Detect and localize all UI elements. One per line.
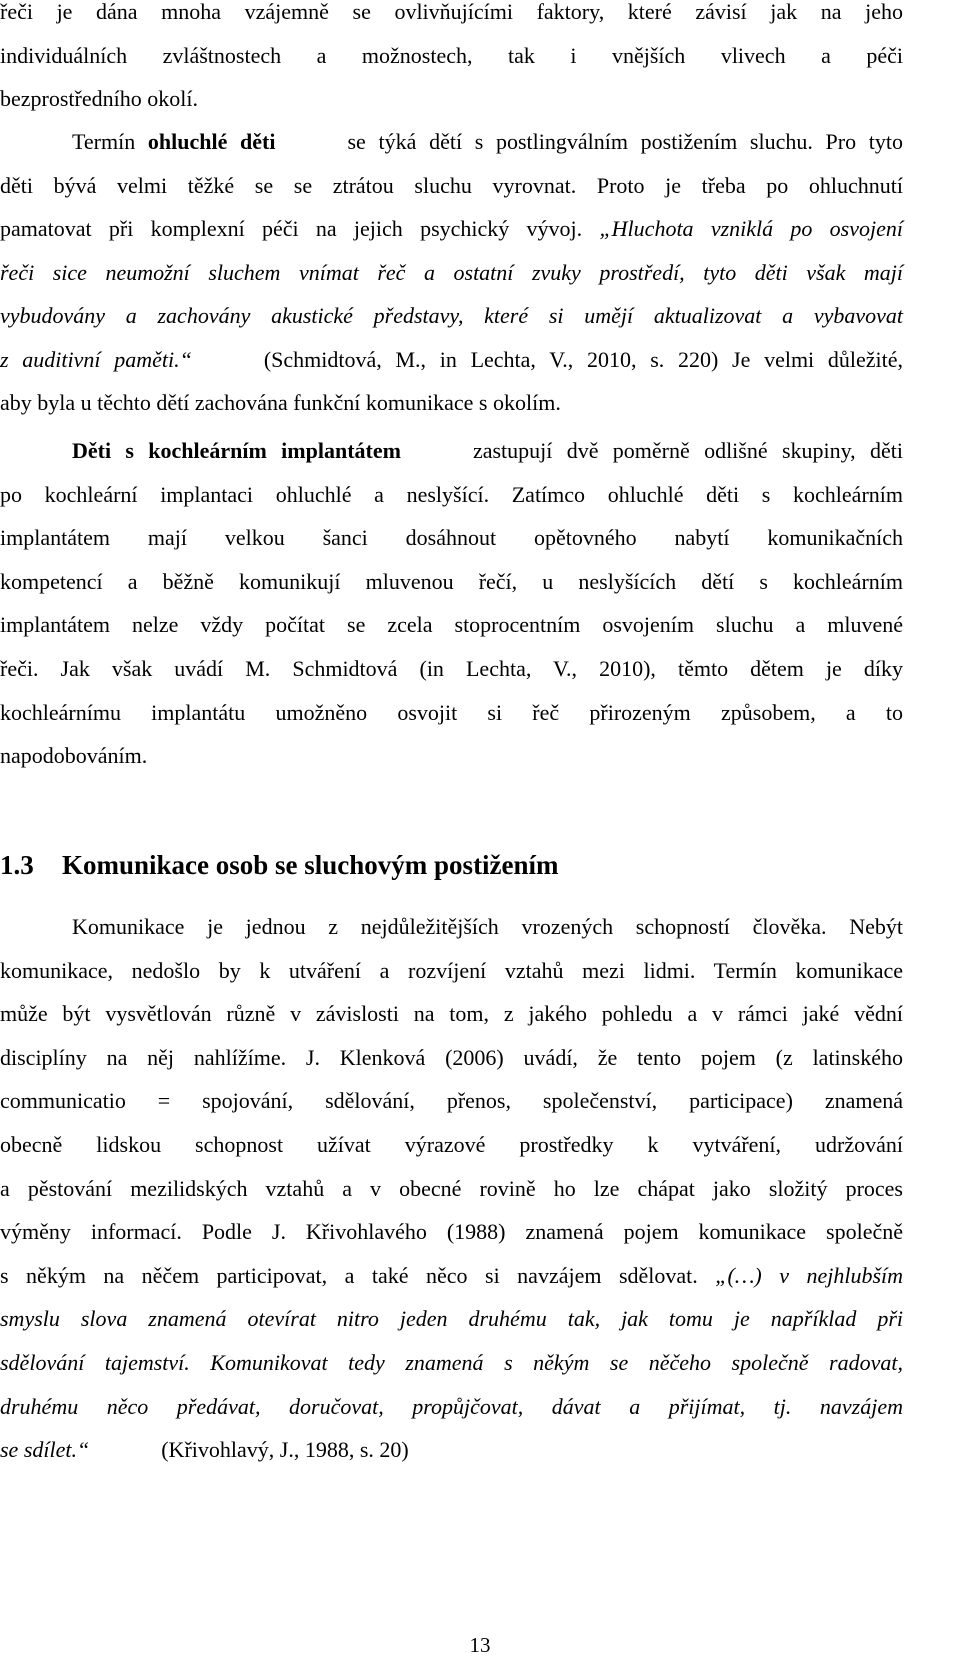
text-line bbox=[0, 84, 903, 114]
text-span: zastupují dvě poměrně odlišné skupiny, děti bbox=[472, 438, 903, 463]
text-span: s někým na něčem participovat, a také něco si navzájem sdělovat. bbox=[0, 1263, 716, 1288]
text-span: disciplíny na něj nahlížíme. J. Klenková (2006) uvádí, že tento pojem (z latinského bbox=[0, 1045, 903, 1070]
text-line bbox=[0, 1174, 903, 1204]
text-line bbox=[0, 214, 903, 244]
text-span: pamatovat při komplexní péči na jejich psychický vývoj. bbox=[0, 216, 600, 241]
text-line bbox=[0, 171, 903, 201]
page-number: 13 bbox=[469, 1633, 491, 1657]
text-span: kochleárnímu implantátu umožněno osvojit si řeč přirozeným způsobem, a to bbox=[0, 700, 903, 725]
text-line bbox=[0, 480, 903, 510]
text-span: po kochleární implantaci ohluchlé a neslyšící. Zatímco ohluchlé děti s kochleárním bbox=[0, 482, 903, 507]
text-span: implantátem nelze vždy počítat se zcela stoprocentním osvojením sluchu a mluvené bbox=[0, 612, 903, 637]
section-title: Komunikace osob se sluchovým postižením bbox=[62, 850, 559, 880]
text-line bbox=[0, 127, 903, 157]
text-line bbox=[0, 1304, 903, 1334]
text-span: bezprostředního okolí. bbox=[0, 86, 198, 111]
text-line bbox=[0, 1217, 903, 1247]
text-line bbox=[0, 1348, 903, 1378]
text-span: implantátem mají velkou šanci dosáhnout opětovného nabytí komunikačních bbox=[0, 525, 903, 550]
text-line bbox=[0, 1043, 903, 1073]
text-line bbox=[0, 999, 903, 1029]
text-line bbox=[0, 345, 903, 375]
text-span: se týká dětí s postlingválním postižením sluchu. Pro tyto bbox=[347, 129, 903, 154]
text-span: communicatio = spojování, sdělování, přenos, společenství, participace) znamená bbox=[0, 1088, 903, 1113]
text-line bbox=[0, 301, 903, 331]
text-span: výměny informací. Podle J. Křivohlavého (1988) znamená pojem komunikace společně bbox=[0, 1219, 903, 1244]
bold-term: ohluchlé děti bbox=[147, 129, 276, 154]
text-span: kompetencí a běžně komunikují mluvenou řečí, u neslyšících dětí s kochleárním bbox=[0, 569, 903, 594]
text-line bbox=[0, 388, 903, 418]
italic-quote: „Hluchota vzniklá po osvojení bbox=[599, 216, 903, 241]
text-span: řeči. Jak však uvádí M. Schmidtová (in Lechta, V., 2010), těmto dětem je díky bbox=[0, 656, 903, 681]
text-line bbox=[0, 567, 903, 597]
text-line bbox=[0, 610, 903, 640]
text-span: děti bývá velmi těžké se se ztrátou sluchu vyrovnat. Proto je třeba po ohluchnutí bbox=[0, 173, 903, 198]
italic-quote: sdělování tajemství. Komunikovat tedy znamená s někým se něčeho společně radovat, bbox=[0, 1350, 903, 1375]
text-span: obecně lidskou schopnost užívat výrazové prostředky k vytváření, udržování bbox=[0, 1132, 903, 1157]
text-span: komunikace, nedošlo by k utváření a rozvíjení vztahů mezi lidmi. Termín komunikace bbox=[0, 958, 903, 983]
text-line bbox=[0, 523, 903, 553]
text-line bbox=[0, 1392, 903, 1422]
text-span: Komunikace je jednou z nejdůležitějších vrozených schopností člověka. Nebýt bbox=[72, 914, 903, 939]
text-span: může být vysvětlován různě v závislosti na tom, z jakého pohledu a v rámci jaké vědní bbox=[0, 1001, 903, 1026]
text-line bbox=[0, 912, 903, 942]
text-line bbox=[0, 1086, 903, 1116]
text-span: napodobováním. bbox=[0, 743, 148, 768]
text-span: (Křivohlavý, J., 1988, s. 20) bbox=[161, 1437, 409, 1462]
text-span: (Schmidtová, M., in Lechta, V., 2010, s. 220) Je velmi důležité, bbox=[263, 347, 904, 372]
text-span: řeči je dána mnoha vzájemně se ovlivňujícími faktory, které závisí jak na jeho bbox=[0, 0, 903, 24]
text-line bbox=[0, 654, 903, 684]
bold-term: Děti s kochleárním implantátem bbox=[72, 438, 401, 463]
text-line bbox=[0, 956, 903, 986]
italic-quote: z auditivní paměti.“ bbox=[0, 347, 192, 372]
text-line bbox=[0, 436, 903, 466]
text-line bbox=[0, 1435, 903, 1465]
text-line bbox=[0, 41, 903, 71]
text-line bbox=[0, 698, 903, 728]
text-line bbox=[0, 0, 903, 27]
italic-quote: se sdílet.“ bbox=[0, 1437, 90, 1462]
text-line bbox=[0, 1130, 903, 1160]
text-span: a pěstování mezilidských vztahů a v obecné rovině ho lze chápat jako složitý proces bbox=[0, 1176, 903, 1201]
italic-quote: druhému něco předávat, doručovat, propůjčovat, dávat a přijímat, tj. navzájem bbox=[0, 1394, 903, 1419]
italic-quote: řeči sice neumožní sluchem vnímat řeč a ostatní zvuky prostředí, tyto děti však mají bbox=[0, 260, 903, 285]
italic-quote: „(…) v nejhlubším bbox=[715, 1263, 904, 1288]
text-line bbox=[0, 741, 903, 771]
text-span: individuálních zvláštnostech a možnostech, tak i vnějších vlivech a péči bbox=[0, 43, 903, 68]
italic-quote: smyslu slova znamená otevírat nitro jeden druhému tak, jak tomu je například při bbox=[0, 1306, 903, 1331]
text-span: aby byla u těchto dětí zachována funkční komunikace s okolím. bbox=[0, 390, 561, 415]
section-number: 1.3 bbox=[0, 850, 34, 880]
section-heading bbox=[0, 848, 903, 882]
text-line bbox=[0, 258, 903, 288]
italic-quote: vybudovány a zachovány akustické představy, které si umějí aktualizovat a vybavovat bbox=[0, 303, 903, 328]
text-span: Termín bbox=[72, 129, 148, 154]
text-line bbox=[0, 1261, 903, 1291]
